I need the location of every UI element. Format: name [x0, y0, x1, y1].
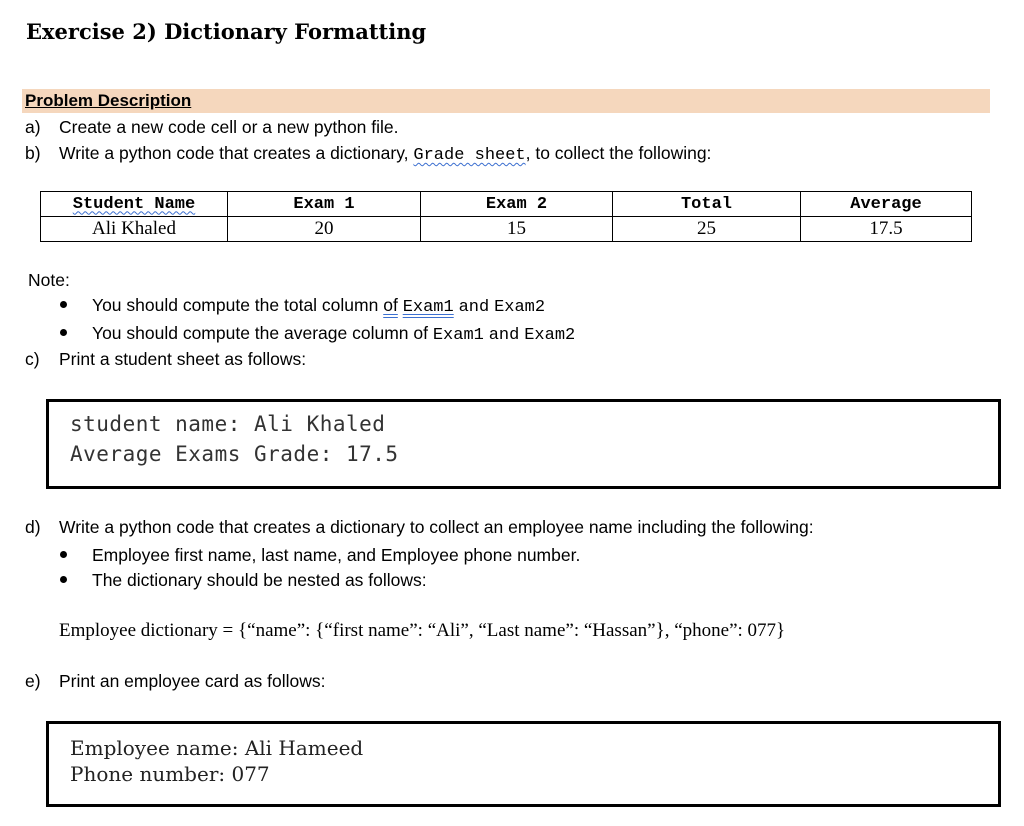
- bullet-icon: [60, 576, 67, 583]
- problem-heading: Problem Description: [25, 91, 192, 110]
- header-student-name: Student Name: [41, 192, 228, 217]
- note-bullet-1-code-a: Exam1: [402, 298, 454, 317]
- cell-exam-2: 15: [421, 217, 613, 242]
- grade-table: [40, 191, 972, 242]
- item-d-label: d): [25, 517, 41, 537]
- item-b-text-after: , to collect the following:: [525, 143, 712, 163]
- note-bullet-2-text: You should compute the average column of: [92, 323, 433, 343]
- item-d: [25, 517, 814, 538]
- note-bullet-1-and: and: [458, 298, 490, 317]
- item-a: [25, 117, 399, 138]
- cell-total: 25: [613, 217, 801, 242]
- item-d-bullet-2-text: The dictionary should be nested as follows:: [92, 570, 427, 590]
- note-bullet-2: [60, 323, 575, 345]
- output-student-name-line: student name: Ali Khaled: [70, 412, 386, 436]
- item-e: [25, 671, 326, 692]
- item-a-label: a): [25, 117, 41, 137]
- note-label: Note:: [28, 270, 70, 290]
- item-a-text: Create a new code cell or a new python file.: [59, 117, 399, 137]
- item-e-label: e): [25, 671, 41, 691]
- note-bullet-1-text: You should compute the total column: [92, 295, 384, 315]
- header-total: Total: [613, 192, 801, 217]
- grade-table-header-row: [41, 192, 972, 217]
- item-b-code: Grade sheet: [413, 146, 526, 165]
- note-bullet-2-code-a: Exam1: [432, 326, 484, 345]
- table-row: [41, 217, 972, 242]
- item-b: [25, 143, 711, 165]
- page-title: Exercise 2) Dictionary Formatting: [26, 19, 427, 44]
- bullet-icon: [60, 551, 67, 558]
- item-e-text: Print an employee card as follows:: [59, 671, 326, 691]
- employee-dictionary-example: Employee dictionary = {“name”: {“first name”: “Ali”, “Last name”: “Hassan”}, “phone”: 077}: [59, 620, 786, 641]
- output-average-line: Average Exams Grade: 17.5: [70, 442, 399, 466]
- note-bullet-2-code-b: Exam2: [524, 326, 576, 345]
- student-sheet-output-box: [46, 399, 1001, 489]
- employee-card-output-box: [46, 721, 1001, 807]
- bullet-icon: [60, 329, 67, 336]
- header-average: Average: [801, 192, 972, 217]
- item-b-text-before: Write a python code that creates a dictionary,: [59, 143, 414, 163]
- header-exam-1: Exam 1: [228, 192, 421, 217]
- output-employee-name-line: Employee name: Ali Hameed: [70, 736, 364, 760]
- item-c-text: Print a student sheet as follows:: [59, 349, 307, 369]
- header-exam-2: Exam 2: [421, 192, 613, 217]
- note-bullet-2-and: and: [488, 326, 520, 345]
- item-d-bullet-2: [60, 570, 427, 591]
- cell-average: 17.5: [801, 217, 972, 242]
- item-d-bullet-1-text: Employee first name, last name, and Employee phone number.: [92, 545, 581, 565]
- cell-exam-1: 20: [228, 217, 421, 242]
- item-d-bullet-1: [60, 545, 580, 566]
- note-bullet-1-code-b: Exam2: [494, 298, 546, 317]
- note-bullet-1: [60, 295, 545, 317]
- note-bullet-1-of: of: [383, 295, 398, 315]
- output-phone-line: Phone number: 077: [70, 762, 270, 786]
- item-d-text: Write a python code that creates a dictionary to collect an employee name including the following:: [59, 517, 814, 537]
- cell-student-name: Ali Khaled: [41, 217, 228, 242]
- item-b-label: b): [25, 143, 41, 163]
- item-c: [25, 349, 306, 370]
- bullet-icon: [60, 301, 67, 308]
- item-c-label: c): [25, 349, 40, 369]
